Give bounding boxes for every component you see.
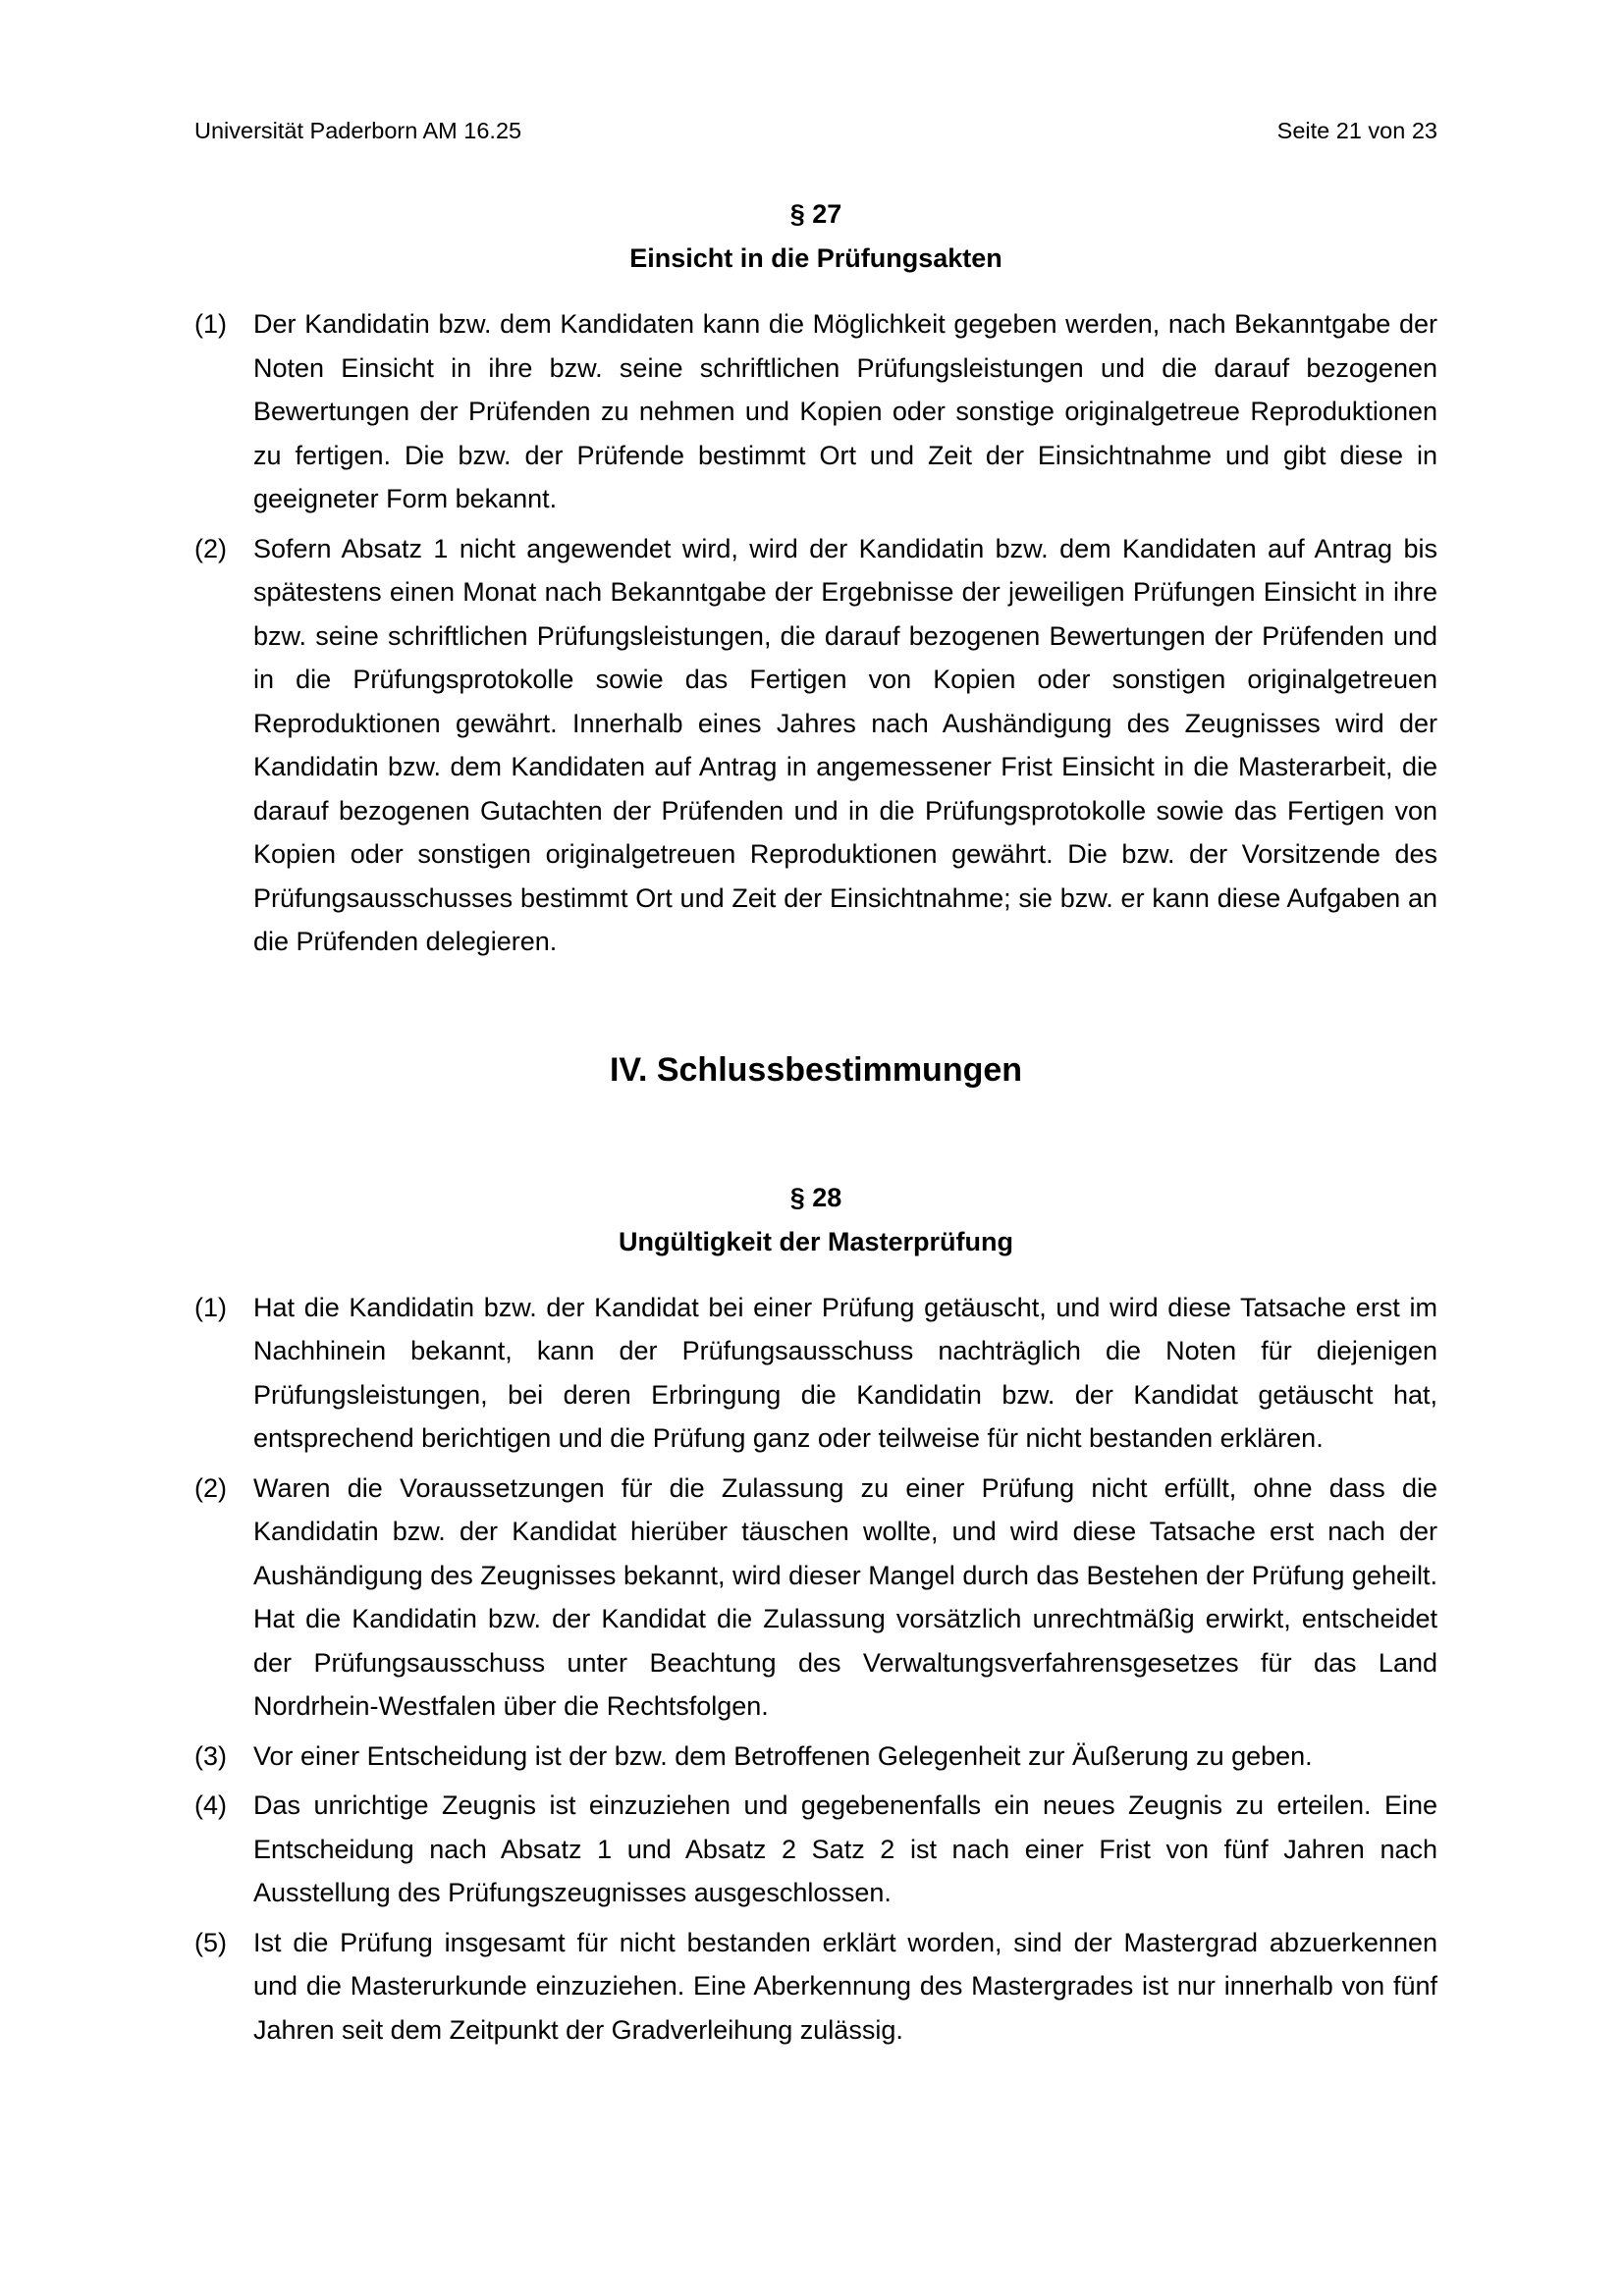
- paragraph-text: Waren die Voraussetzungen für die Zulassung zu einer Prüfung nicht erfüllt, ohne dass die Kandidatin bzw. der Kandidat hierüber täuschen wollte, und wird diese Tatsache erst nach der Aushändigung des Zeugnisses bekannt, wird dieser Mangel durch das Bestehen der Prüfung geheilt. Hat die Kandidatin bzw. der Kandidat die Zulassung vorsätzlich unrechtmäßig erwirkt, entscheidet der Prüfungsausschuss unter Beachtung des Verwaltungsverfahrensgesetzes für das Land Nordrhein-Westfalen über die Rechtsfolgen.: [253, 1472, 1437, 1721]
- paragraph-text: Der Kandidatin bzw. dem Kandidaten kann die Möglichkeit gegeben werden, nach Bekanntgabe der Noten Einsicht in ihre bzw. seine schriftlichen Prüfungsleistungen und die darauf bezogenen Bewertungen der Prüfenden zu nehmen und Kopien oder sonstige originalgetreue Reproduktionen zu fertigen. Die bzw. der Prüfende bestimmt Ort und Zeit der Einsichtnahme und gibt diese in geeigneter Form bekannt.: [253, 309, 1437, 513]
- paragraph-number: (3): [194, 1740, 227, 1771]
- page-header: [194, 114, 1437, 147]
- paragraph-item: [194, 1286, 1437, 1461]
- section-28-title: Ungültigkeit der Masterprüfung: [618, 1226, 1013, 1256]
- header-page-number: Seite 21 von 23: [1276, 118, 1437, 143]
- paragraph-number: (2): [194, 1472, 227, 1503]
- paragraph-number: (1): [194, 309, 227, 339]
- paragraph-number: (1): [194, 1292, 227, 1322]
- paragraph-text: Vor einer Entscheidung ist der bzw. dem Betroffenen Gelegenheit zur Äußerung zu geben.: [253, 1740, 1313, 1771]
- paragraph-number: (2): [194, 533, 227, 563]
- paragraph-item: [194, 1467, 1437, 1729]
- paragraph-item: [194, 1921, 1437, 2053]
- paragraph-item: [194, 1784, 1437, 1915]
- paragraph-text: Sofern Absatz 1 nicht angewendet wird, wird der Kandidatin bzw. dem Kandidaten auf Antrag bis spätestens einen Monat nach Bekanntgabe der Ergebnisse der jeweiligen Prüfungen Einsicht in ihre bzw. seine schriftlichen Prüfungsleistungen, die darauf bezogenen Bewertungen der Prüfenden und in die Prüfungsprotokolle sowie das Fertigen von Kopien oder sonstigen originalgetreuen Reproduktionen gewährt. Innerhalb eines Jahres nach Aushändigung des Zeugnisses wird der Kandidatin bzw. dem Kandidaten auf Antrag in angemessener Frist Einsicht in die Masterarbeit, die darauf bezogenen Gutachten der Prüfenden und in die Prüfungsprotokolle sowie das Fertigen von Kopien oder sonstigen originalgetreuen Reproduktionen gewährt. Die bzw. der Vorsitzende des Prüfungsausschusses bestimmt Ort und Zeit der Einsichtnahme; sie bzw. er kann diese Aufgaben an die Prüfenden delegieren.: [253, 533, 1437, 956]
- paragraph-number: (4): [194, 1790, 227, 1820]
- section-28-number: § 28: [789, 1182, 842, 1212]
- section-27-number: § 27: [789, 199, 842, 229]
- paragraph-item: [194, 527, 1437, 964]
- paragraph-text: Ist die Prüfung insgesamt für nicht bestanden erklärt worden, sind der Mastergrad abzuerkennen und die Masterurkunde einzuziehen. Eine Aberkennung des Mastergrades ist nur innerhalb von fünf Jahren seit dem Zeitpunkt der Gradverleihung zulässig.: [253, 1927, 1437, 2045]
- section-28-paragraphs: [194, 1286, 1437, 2053]
- paragraph-text: Das unrichtige Zeugnis ist einzuziehen und gegebenenfalls ein neues Zeugnis zu erteilen. Eine Entscheidung nach Absatz 1 und Absatz 2 Satz 2 ist nach einer Frist von fünf Jahren nach Ausstellung des Prüfungszeugnisses ausgeschlossen.: [253, 1790, 1437, 1907]
- paragraph-text: Hat die Kandidatin bzw. der Kandidat bei einer Prüfung getäuscht, und wird diese Tatsache erst im Nachhinein bekannt, kann der Prüfungsausschuss nachträglich die Noten für diejenigen Prüfungsleistungen, bei deren Erbringung die Kandidatin bzw. der Kandidat getäuscht hat, entsprechend berichtigen und die Prüfung ganz oder teilweise für nicht bestanden erklären.: [253, 1292, 1437, 1453]
- section-27-title: Einsicht in die Prüfungsakten: [629, 243, 1002, 273]
- part-4-title: IV. Schlussbestimmungen: [609, 1050, 1023, 1089]
- section-27-paragraphs: [194, 302, 1437, 964]
- paragraph-item: [194, 302, 1437, 521]
- section-27: [194, 192, 1437, 964]
- section-28: [194, 1176, 1437, 2053]
- paragraph-number: (5): [194, 1927, 227, 1957]
- header-document-reference: Universität Paderborn AM 16.25: [194, 118, 522, 143]
- paragraph-item: [194, 1735, 1437, 1779]
- page-content: [194, 192, 1437, 2057]
